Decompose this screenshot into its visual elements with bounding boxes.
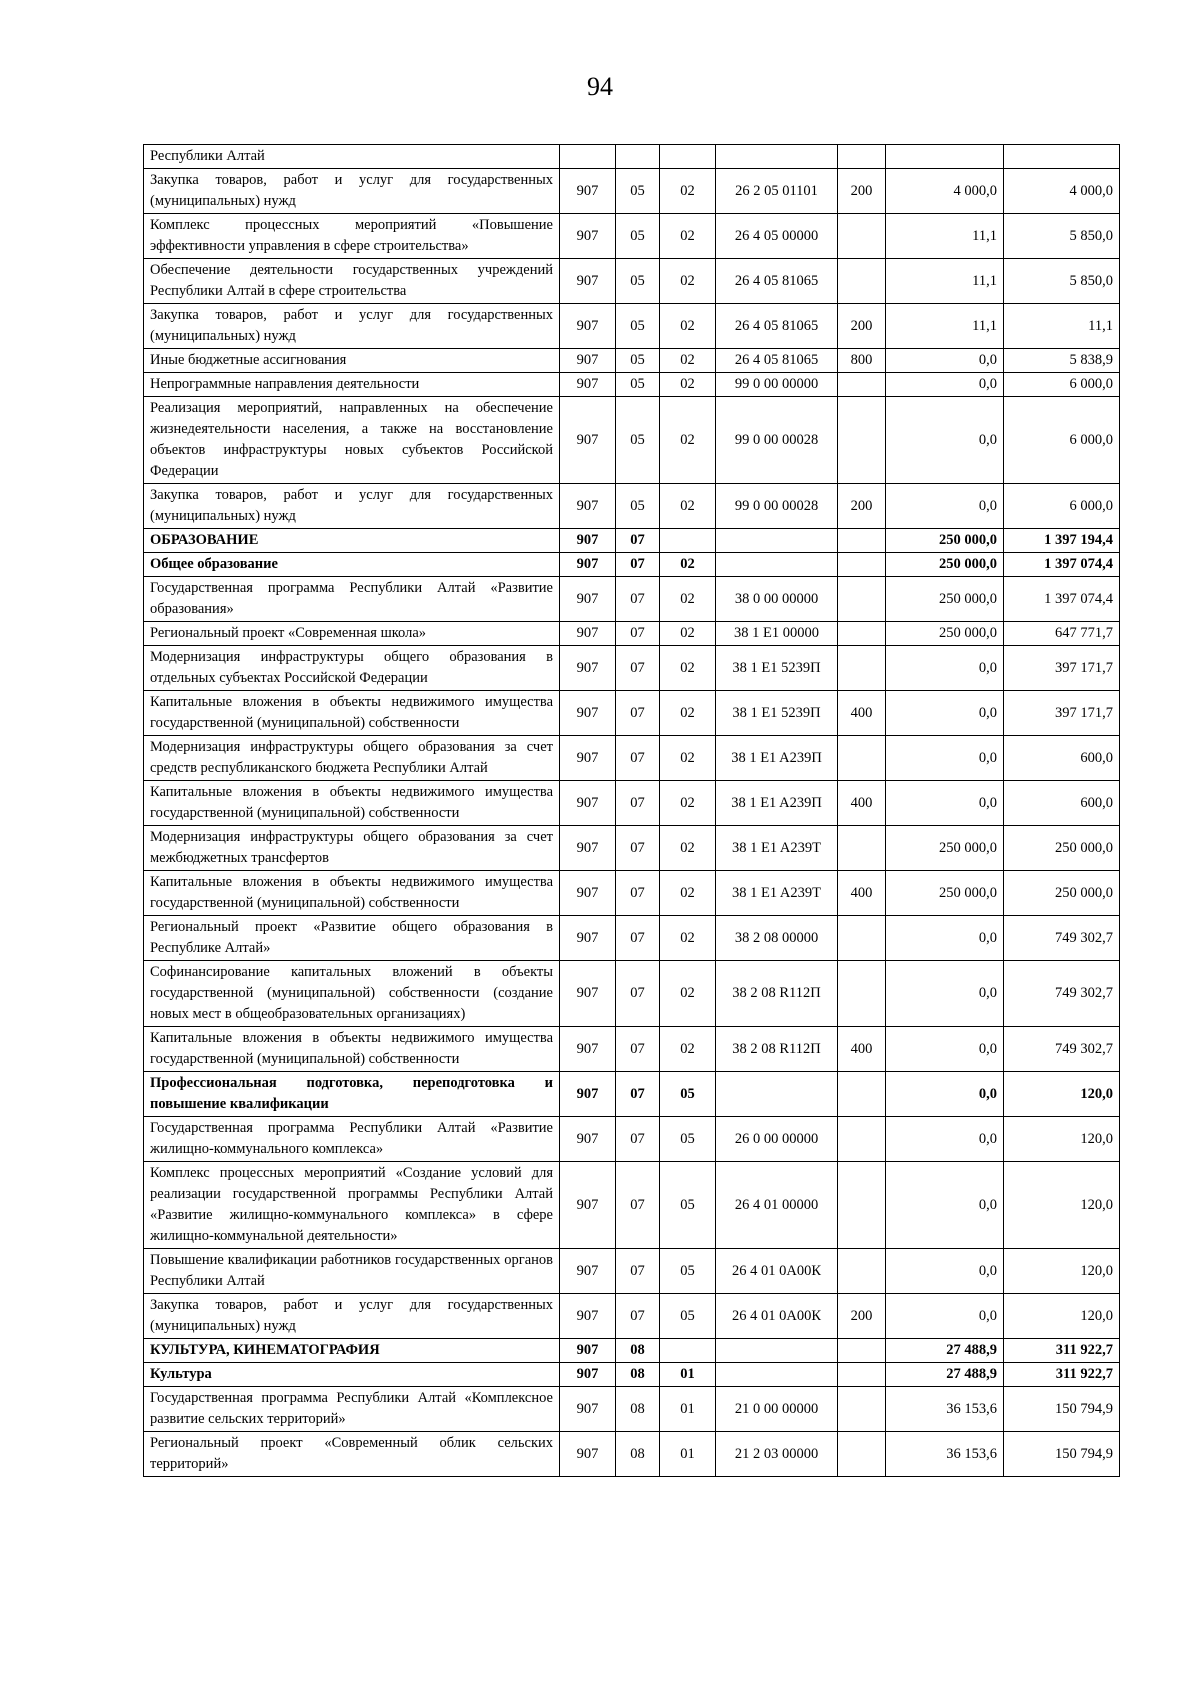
- sum-1-cell: 0,0: [886, 691, 1004, 736]
- sum-2-cell: 11,1: [1004, 304, 1120, 349]
- name-cell: Модернизация инфраструктуры общего образования в отдельных субъектах Российской Федерации: [144, 646, 560, 691]
- gr-cell: 907: [560, 1432, 616, 1477]
- vr-cell: 400: [838, 691, 886, 736]
- gr-cell: 907: [560, 1027, 616, 1072]
- budget-table: [143, 144, 1120, 1477]
- name-cell: Государственная программа Республики Алтай «Комплексное развитие сельских территорий»: [144, 1387, 560, 1432]
- sum-1-cell: 0,0: [886, 1249, 1004, 1294]
- cs-cell: 26 4 05 81065: [716, 349, 838, 373]
- table-row: [144, 1072, 1120, 1117]
- rz-cell: 05: [616, 373, 660, 397]
- vr-cell: [838, 145, 886, 169]
- rz-cell: 05: [616, 484, 660, 529]
- pr-cell: 02: [660, 871, 716, 916]
- cs-cell: 21 2 03 00000: [716, 1432, 838, 1477]
- table-row: [144, 214, 1120, 259]
- sum-1-cell: 250 000,0: [886, 871, 1004, 916]
- pr-cell: 05: [660, 1294, 716, 1339]
- cs-cell: 38 1 E1 5239П: [716, 646, 838, 691]
- vr-cell: [838, 553, 886, 577]
- cs-cell: 26 4 05 00000: [716, 214, 838, 259]
- table-row: [144, 1387, 1120, 1432]
- sum-1-cell: 0,0: [886, 484, 1004, 529]
- table-row: [144, 736, 1120, 781]
- sum-2-cell: 250 000,0: [1004, 871, 1120, 916]
- pr-cell: 05: [660, 1162, 716, 1249]
- sum-1-cell: 0,0: [886, 1117, 1004, 1162]
- name-cell: Капитальные вложения в объекты недвижимого имущества государственной (муниципальной) собственности: [144, 691, 560, 736]
- gr-cell: 907: [560, 1339, 616, 1363]
- sum-2-cell: 120,0: [1004, 1162, 1120, 1249]
- pr-cell: 02: [660, 961, 716, 1027]
- rz-cell: 07: [616, 1162, 660, 1249]
- sum-1-cell: 0,0: [886, 1072, 1004, 1117]
- vr-cell: 400: [838, 1027, 886, 1072]
- rz-cell: 07: [616, 871, 660, 916]
- cs-cell: 26 4 01 00000: [716, 1162, 838, 1249]
- table-row: [144, 529, 1120, 553]
- vr-cell: [838, 259, 886, 304]
- cs-cell: 38 1 E1 A239Т: [716, 871, 838, 916]
- page-number: 94: [587, 72, 613, 101]
- name-cell: Капитальные вложения в объекты недвижимого имущества государственной (муниципальной) собственности: [144, 781, 560, 826]
- name-cell: Региональный проект «Развитие общего образования в Республике Алтай»: [144, 916, 560, 961]
- table-row: [144, 1432, 1120, 1477]
- vr-cell: [838, 622, 886, 646]
- name-cell: Реализация мероприятий, направленных на обеспечение жизнедеятельности населения, а также на восстановление объектов инфраструктуры новых субъектов Российской Федерации: [144, 397, 560, 484]
- gr-cell: 907: [560, 577, 616, 622]
- sum-1-cell: 0,0: [886, 736, 1004, 781]
- vr-cell: [838, 1432, 886, 1477]
- pr-cell: [660, 1339, 716, 1363]
- vr-cell: [838, 736, 886, 781]
- rz-cell: 07: [616, 1117, 660, 1162]
- name-cell: Повышение квалификации работников государственных органов Республики Алтай: [144, 1249, 560, 1294]
- vr-cell: [838, 1363, 886, 1387]
- table-row: [144, 1249, 1120, 1294]
- pr-cell: 02: [660, 916, 716, 961]
- name-cell: Государственная программа Республики Алтай «Развитие образования»: [144, 577, 560, 622]
- vr-cell: [838, 373, 886, 397]
- cs-cell: 38 0 00 00000: [716, 577, 838, 622]
- sum-2-cell: 150 794,9: [1004, 1387, 1120, 1432]
- sum-1-cell: 250 000,0: [886, 826, 1004, 871]
- pr-cell: 02: [660, 397, 716, 484]
- vr-cell: 400: [838, 871, 886, 916]
- name-cell: Региональный проект «Современный облик сельских территорий»: [144, 1432, 560, 1477]
- pr-cell: 02: [660, 169, 716, 214]
- name-cell: Закупка товаров, работ и услуг для государственных (муниципальных) нужд: [144, 304, 560, 349]
- table-row: [144, 577, 1120, 622]
- name-cell: Закупка товаров, работ и услуг для государственных (муниципальных) нужд: [144, 169, 560, 214]
- cs-cell: [716, 529, 838, 553]
- sum-1-cell: 250 000,0: [886, 529, 1004, 553]
- sum-2-cell: 120,0: [1004, 1249, 1120, 1294]
- vr-cell: [838, 1249, 886, 1294]
- name-cell: Профессиональная подготовка, переподготовка и повышение квалификации: [144, 1072, 560, 1117]
- rz-cell: 07: [616, 1027, 660, 1072]
- pr-cell: 02: [660, 646, 716, 691]
- cs-cell: [716, 553, 838, 577]
- table-row: [144, 259, 1120, 304]
- cs-cell: [716, 1072, 838, 1117]
- table-row: [144, 622, 1120, 646]
- pr-cell: 02: [660, 373, 716, 397]
- sum-1-cell: 250 000,0: [886, 553, 1004, 577]
- cs-cell: 99 0 00 00028: [716, 484, 838, 529]
- sum-1-cell: 0,0: [886, 1294, 1004, 1339]
- name-cell: Общее образование: [144, 553, 560, 577]
- pr-cell: 02: [660, 214, 716, 259]
- sum-2-cell: 749 302,7: [1004, 916, 1120, 961]
- gr-cell: 907: [560, 1294, 616, 1339]
- cs-cell: 26 4 01 0A00К: [716, 1294, 838, 1339]
- sum-2-cell: 1 397 074,4: [1004, 553, 1120, 577]
- pr-cell: [660, 529, 716, 553]
- rz-cell: 07: [616, 826, 660, 871]
- cs-cell: 38 1 E1 5239П: [716, 691, 838, 736]
- vr-cell: [838, 961, 886, 1027]
- vr-cell: [838, 529, 886, 553]
- table-row: [144, 484, 1120, 529]
- pr-cell: 01: [660, 1387, 716, 1432]
- sum-1-cell: 27 488,9: [886, 1339, 1004, 1363]
- rz-cell: 05: [616, 349, 660, 373]
- sum-2-cell: 6 000,0: [1004, 373, 1120, 397]
- sum-1-cell: 250 000,0: [886, 622, 1004, 646]
- sum-2-cell: [1004, 145, 1120, 169]
- sum-1-cell: 0,0: [886, 646, 1004, 691]
- gr-cell: 907: [560, 1162, 616, 1249]
- rz-cell: 07: [616, 1294, 660, 1339]
- cs-cell: 38 2 08 R112П: [716, 1027, 838, 1072]
- gr-cell: 907: [560, 1249, 616, 1294]
- table-row: [144, 826, 1120, 871]
- sum-1-cell: 36 153,6: [886, 1432, 1004, 1477]
- cs-cell: 26 4 05 81065: [716, 304, 838, 349]
- pr-cell: 02: [660, 691, 716, 736]
- vr-cell: [838, 1117, 886, 1162]
- sum-2-cell: 120,0: [1004, 1072, 1120, 1117]
- gr-cell: 907: [560, 214, 616, 259]
- table-row: [144, 781, 1120, 826]
- sum-2-cell: 250 000,0: [1004, 826, 1120, 871]
- table-row: [144, 1363, 1120, 1387]
- rz-cell: 07: [616, 577, 660, 622]
- table-row: [144, 1294, 1120, 1339]
- vr-cell: 200: [838, 304, 886, 349]
- pr-cell: 02: [660, 781, 716, 826]
- table-row: [144, 397, 1120, 484]
- name-cell: Иные бюджетные ассигнования: [144, 349, 560, 373]
- sum-1-cell: 250 000,0: [886, 577, 1004, 622]
- sum-2-cell: 311 922,7: [1004, 1363, 1120, 1387]
- pr-cell: 02: [660, 484, 716, 529]
- vr-cell: [838, 1387, 886, 1432]
- cs-cell: 38 2 08 00000: [716, 916, 838, 961]
- name-cell: Комплекс процессных мероприятий «Повышение эффективности управления в сфере строительства»: [144, 214, 560, 259]
- cs-cell: [716, 1363, 838, 1387]
- rz-cell: 05: [616, 259, 660, 304]
- sum-1-cell: 0,0: [886, 1162, 1004, 1249]
- vr-cell: [838, 646, 886, 691]
- name-cell: Софинансирование капитальных вложений в объекты государственной (муниципальной) собственности (создание новых мест в общеобразовательных организациях): [144, 961, 560, 1027]
- sum-2-cell: 600,0: [1004, 781, 1120, 826]
- table-row: [144, 145, 1120, 169]
- gr-cell: 907: [560, 691, 616, 736]
- table-row: [144, 349, 1120, 373]
- pr-cell: 02: [660, 826, 716, 871]
- sum-2-cell: 1 397 074,4: [1004, 577, 1120, 622]
- sum-2-cell: 311 922,7: [1004, 1339, 1120, 1363]
- gr-cell: [560, 145, 616, 169]
- rz-cell: 05: [616, 397, 660, 484]
- sum-1-cell: 0,0: [886, 397, 1004, 484]
- name-cell: Государственная программа Республики Алтай «Развитие жилищно-коммунального комплекса»: [144, 1117, 560, 1162]
- name-cell: ОБРАЗОВАНИЕ: [144, 529, 560, 553]
- sum-1-cell: 0,0: [886, 373, 1004, 397]
- name-cell: Закупка товаров, работ и услуг для государственных (муниципальных) нужд: [144, 1294, 560, 1339]
- gr-cell: 907: [560, 622, 616, 646]
- gr-cell: 907: [560, 826, 616, 871]
- gr-cell: 907: [560, 169, 616, 214]
- pr-cell: 01: [660, 1432, 716, 1477]
- sum-1-cell: 11,1: [886, 214, 1004, 259]
- rz-cell: 07: [616, 622, 660, 646]
- pr-cell: 02: [660, 1027, 716, 1072]
- gr-cell: 907: [560, 373, 616, 397]
- table-row: [144, 691, 1120, 736]
- pr-cell: 02: [660, 553, 716, 577]
- gr-cell: 907: [560, 646, 616, 691]
- pr-cell: 02: [660, 259, 716, 304]
- sum-2-cell: 6 000,0: [1004, 397, 1120, 484]
- table-row: [144, 1027, 1120, 1072]
- rz-cell: 05: [616, 169, 660, 214]
- table-row: [144, 646, 1120, 691]
- pr-cell: 05: [660, 1072, 716, 1117]
- table-row: [144, 373, 1120, 397]
- table-row: [144, 553, 1120, 577]
- gr-cell: 907: [560, 1117, 616, 1162]
- pr-cell: 01: [660, 1363, 716, 1387]
- sum-1-cell: 0,0: [886, 349, 1004, 373]
- vr-cell: [838, 397, 886, 484]
- name-cell: Обеспечение деятельности государственных учреждений Республики Алтай в сфере строительства: [144, 259, 560, 304]
- cs-cell: 99 0 00 00000: [716, 373, 838, 397]
- vr-cell: 200: [838, 1294, 886, 1339]
- gr-cell: 907: [560, 349, 616, 373]
- sum-2-cell: 4 000,0: [1004, 169, 1120, 214]
- cs-cell: 38 2 08 R112П: [716, 961, 838, 1027]
- sum-1-cell: 0,0: [886, 781, 1004, 826]
- sum-2-cell: 120,0: [1004, 1294, 1120, 1339]
- rz-cell: 05: [616, 304, 660, 349]
- table-row: [144, 1117, 1120, 1162]
- vr-cell: [838, 826, 886, 871]
- cs-cell: 38 1 E1 A239П: [716, 781, 838, 826]
- sum-2-cell: 600,0: [1004, 736, 1120, 781]
- rz-cell: 05: [616, 214, 660, 259]
- sum-1-cell: 11,1: [886, 259, 1004, 304]
- gr-cell: 907: [560, 916, 616, 961]
- sum-1-cell: 36 153,6: [886, 1387, 1004, 1432]
- sum-1-cell: 0,0: [886, 961, 1004, 1027]
- name-cell: Модернизация инфраструктуры общего образования за счет средств республиканского бюджета Республики Алтай: [144, 736, 560, 781]
- sum-2-cell: 749 302,7: [1004, 1027, 1120, 1072]
- vr-cell: 400: [838, 781, 886, 826]
- table-row: [144, 916, 1120, 961]
- gr-cell: 907: [560, 1072, 616, 1117]
- name-cell: Капитальные вложения в объекты недвижимого имущества государственной (муниципальной) собственности: [144, 1027, 560, 1072]
- sum-1-cell: 0,0: [886, 916, 1004, 961]
- cs-cell: 99 0 00 00028: [716, 397, 838, 484]
- sum-2-cell: 5 838,9: [1004, 349, 1120, 373]
- pr-cell: 02: [660, 622, 716, 646]
- sum-2-cell: 5 850,0: [1004, 214, 1120, 259]
- name-cell: Республики Алтай: [144, 145, 560, 169]
- sum-1-cell: 27 488,9: [886, 1363, 1004, 1387]
- sum-2-cell: 1 397 194,4: [1004, 529, 1120, 553]
- table-row: [144, 169, 1120, 214]
- table-row: [144, 304, 1120, 349]
- table-row: [144, 871, 1120, 916]
- gr-cell: 907: [560, 1387, 616, 1432]
- pr-cell: 02: [660, 736, 716, 781]
- sum-1-cell: 4 000,0: [886, 169, 1004, 214]
- rz-cell: 08: [616, 1363, 660, 1387]
- gr-cell: 907: [560, 397, 616, 484]
- gr-cell: 907: [560, 529, 616, 553]
- rz-cell: 07: [616, 736, 660, 781]
- sum-2-cell: 647 771,7: [1004, 622, 1120, 646]
- name-cell: Культура: [144, 1363, 560, 1387]
- sum-2-cell: 5 850,0: [1004, 259, 1120, 304]
- sum-2-cell: 150 794,9: [1004, 1432, 1120, 1477]
- cs-cell: 21 0 00 00000: [716, 1387, 838, 1432]
- rz-cell: 07: [616, 961, 660, 1027]
- rz-cell: [616, 145, 660, 169]
- gr-cell: 907: [560, 736, 616, 781]
- name-cell: Модернизация инфраструктуры общего образования за счет межбюджетных трансфертов: [144, 826, 560, 871]
- rz-cell: 07: [616, 916, 660, 961]
- name-cell: Закупка товаров, работ и услуг для государственных (муниципальных) нужд: [144, 484, 560, 529]
- gr-cell: 907: [560, 259, 616, 304]
- rz-cell: 07: [616, 1072, 660, 1117]
- sum-1-cell: 0,0: [886, 1027, 1004, 1072]
- sum-2-cell: 6 000,0: [1004, 484, 1120, 529]
- table-row: [144, 961, 1120, 1027]
- table-row: [144, 1339, 1120, 1363]
- sum-2-cell: 397 171,7: [1004, 646, 1120, 691]
- vr-cell: [838, 577, 886, 622]
- cs-cell: [716, 1339, 838, 1363]
- cs-cell: 26 4 01 0A00К: [716, 1249, 838, 1294]
- name-cell: КУЛЬТУРА, КИНЕМАТОГРАФИЯ: [144, 1339, 560, 1363]
- vr-cell: [838, 1162, 886, 1249]
- table-row: [144, 1162, 1120, 1249]
- rz-cell: 08: [616, 1432, 660, 1477]
- gr-cell: 907: [560, 871, 616, 916]
- cs-cell: 38 1 E1 A239П: [716, 736, 838, 781]
- vr-cell: [838, 1072, 886, 1117]
- vr-cell: 800: [838, 349, 886, 373]
- sum-2-cell: 397 171,7: [1004, 691, 1120, 736]
- sum-1-cell: 11,1: [886, 304, 1004, 349]
- rz-cell: 07: [616, 691, 660, 736]
- rz-cell: 07: [616, 553, 660, 577]
- name-cell: Региональный проект «Современная школа»: [144, 622, 560, 646]
- pr-cell: 02: [660, 349, 716, 373]
- pr-cell: [660, 145, 716, 169]
- pr-cell: 02: [660, 304, 716, 349]
- vr-cell: [838, 916, 886, 961]
- cs-cell: 26 4 05 81065: [716, 259, 838, 304]
- vr-cell: 200: [838, 484, 886, 529]
- cs-cell: 38 1 E1 A239Т: [716, 826, 838, 871]
- vr-cell: [838, 1339, 886, 1363]
- sum-2-cell: 120,0: [1004, 1117, 1120, 1162]
- name-cell: Капитальные вложения в объекты недвижимого имущества государственной (муниципальной) собственности: [144, 871, 560, 916]
- pr-cell: 05: [660, 1249, 716, 1294]
- vr-cell: [838, 214, 886, 259]
- cs-cell: 26 0 00 00000: [716, 1117, 838, 1162]
- name-cell: Комплекс процессных мероприятий «Создание условий для реализации государственной программы Республики Алтай «Развитие жилищно-коммунального комплекса» в сфере жилищно-коммунальной деятельности»: [144, 1162, 560, 1249]
- sum-2-cell: 749 302,7: [1004, 961, 1120, 1027]
- cs-cell: 26 2 05 01101: [716, 169, 838, 214]
- pr-cell: 05: [660, 1117, 716, 1162]
- gr-cell: 907: [560, 553, 616, 577]
- rz-cell: 07: [616, 1249, 660, 1294]
- cs-cell: [716, 145, 838, 169]
- rz-cell: 07: [616, 646, 660, 691]
- rz-cell: 07: [616, 529, 660, 553]
- pr-cell: 02: [660, 577, 716, 622]
- gr-cell: 907: [560, 961, 616, 1027]
- name-cell: Непрограммные направления деятельности: [144, 373, 560, 397]
- rz-cell: 08: [616, 1339, 660, 1363]
- rz-cell: 08: [616, 1387, 660, 1432]
- gr-cell: 907: [560, 781, 616, 826]
- sum-1-cell: [886, 145, 1004, 169]
- gr-cell: 907: [560, 304, 616, 349]
- cs-cell: 38 1 E1 00000: [716, 622, 838, 646]
- gr-cell: 907: [560, 484, 616, 529]
- gr-cell: 907: [560, 1363, 616, 1387]
- rz-cell: 07: [616, 781, 660, 826]
- vr-cell: 200: [838, 169, 886, 214]
